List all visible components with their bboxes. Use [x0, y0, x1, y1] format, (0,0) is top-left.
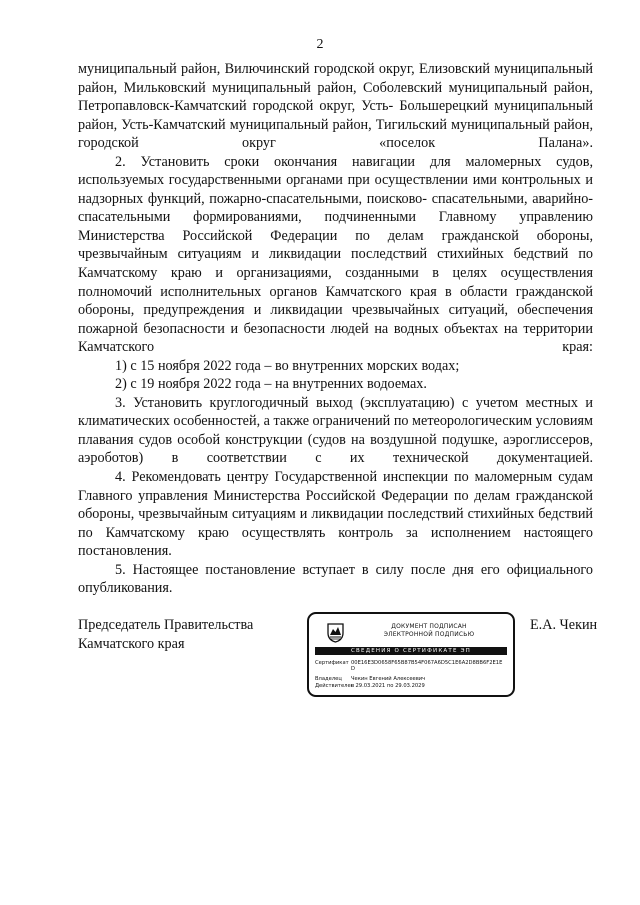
text-line: стихийных бедствий по Камчатскому краю и организациями, созданными в: [78, 246, 594, 282]
text-line: 2) с 19 ноября 2022 года – на внутренних водоемах.: [115, 376, 427, 393]
stamp-certificate-label: Сертификат: [315, 660, 349, 666]
text-line: муниципальный район, Вилючинский городской округ, Елизовский: [78, 61, 490, 77]
signer-position: [78, 616, 253, 653]
coat-of-arms-icon: [326, 621, 345, 643]
text-line: 5. Настоящее постановление вступает в силу после дня его официального: [115, 561, 593, 578]
signer-name: Е.А. Чекин: [530, 617, 598, 633]
text-line: контрольных и надзорных функций, пожарно-спасательными, поисково-: [78, 172, 593, 207]
stamp-certificate-row: [315, 660, 502, 672]
text-line: области гражданской обороны, предупреждения и ликвидации чрезвычайных: [78, 283, 594, 319]
electronic-signature-stamp: [307, 612, 515, 697]
stamp-owner-label: Владелец: [315, 676, 342, 682]
text-line: 1) с 15 ноября 2022 года – во внутренних морских водах;: [115, 357, 460, 374]
text-line: 4. Рекомендовать центру Государственной инспекции по маломерным: [115, 469, 553, 486]
text-line: стихийных бедствий по Камчатскому краю осуществлять контроль за: [78, 506, 594, 541]
text-line: Большерецкий муниципальный район, Усть-Камчатский муниципальный район,: [78, 98, 593, 133]
stamp-header-line: ЭЛЕКТРОННОЙ ПОДПИСЬЮ: [383, 630, 475, 638]
text-line: муниципальный район, Петропавловск-Камчатский городской округ, Усть-: [78, 79, 593, 115]
stamp-owner-row: [315, 676, 425, 682]
text-line: аэроглиссеров, аэроботов) в соответствии с их технической документацией.: [78, 431, 593, 467]
text-line: спасательными, аварийно-спасательными формированиями, подчиненными: [78, 190, 594, 226]
signer-position-line: Председатель Правительства: [78, 617, 254, 633]
paragraph-item-5: [78, 561, 593, 598]
text-line: 2. Установить сроки окончания навигации для маломерных судов,: [115, 153, 593, 170]
paragraph-item-3: [78, 394, 593, 468]
stamp-certificate-bar: СВЕДЕНИЯ О СЕРТИФИКАТЕ ЭП: [315, 647, 507, 655]
text-line: опубликования.: [78, 580, 173, 597]
text-line: муниципальный район, Мильковский муниципальный район, Соболевский: [78, 61, 593, 96]
text-line: Тигильский муниципальный район, городской округ «поселок Палана».: [78, 116, 594, 152]
text-line: исполнением настоящего постановления.: [78, 524, 593, 560]
page-number: 2: [316, 37, 324, 52]
signer-position-line: Камчатского края: [78, 635, 185, 652]
text-line: целях осуществления полномочий исполнительных органов Камчатского края в: [78, 265, 593, 300]
paragraph-item-2: [78, 153, 593, 357]
paragraph-municipal-list: [78, 60, 593, 153]
stamp-validity-value: с 29.03.2021 по 29.03.2029: [351, 683, 425, 689]
stamp-validity-label: Действителен: [315, 683, 355, 689]
text-line: объектах на территории Камчатского края:: [78, 320, 593, 356]
stamp-certificate-value: [351, 660, 502, 672]
stamp-header: [349, 623, 509, 638]
paragraph-subitem-2: [78, 375, 593, 394]
text-line: гражданской обороны, чрезвычайным ситуациям и ликвидации последствий: [78, 487, 594, 523]
stamp-validity-row: [315, 683, 425, 689]
stamp-certificate-value-line: D: [351, 666, 355, 673]
text-line: судам Главного управления Министерства Российской Федерации по делам: [78, 469, 594, 504]
text-line: используемых государственными органами при осуществлении ими: [78, 172, 497, 189]
text-line: условиям плавания судов особой конструкции (судов на воздушной подушке,: [78, 413, 593, 448]
text-line: климатических особенностей, а также ограничений по метеорологическим: [78, 413, 533, 430]
text-line: 3. Установить круглогодичный выход (эксплуатацию) с учетом местных и: [115, 394, 593, 411]
paragraph-subitem-1: [78, 357, 593, 376]
text-line: ситуаций, обеспечения пожарной безопасности и безопасности людей на водных: [78, 302, 594, 337]
paragraph-item-4: [78, 468, 593, 561]
text-line: гражданской обороны, чрезвычайным ситуациям и ликвидации последствий: [78, 227, 593, 263]
stamp-certificate-value-line: 00E16E3D0658F65B87B54F067A6D5C1E6A2D8BB6F2E1E: [351, 660, 503, 666]
stamp-header-line: ДОКУМЕНТ ПОДПИСАН: [391, 623, 467, 630]
text-line: Главному управлению Министерства Российской Федерации по делам: [78, 209, 593, 244]
stamp-owner-value: Чекин Евгений Алексеевич: [351, 676, 426, 682]
document-body: [78, 60, 593, 598]
